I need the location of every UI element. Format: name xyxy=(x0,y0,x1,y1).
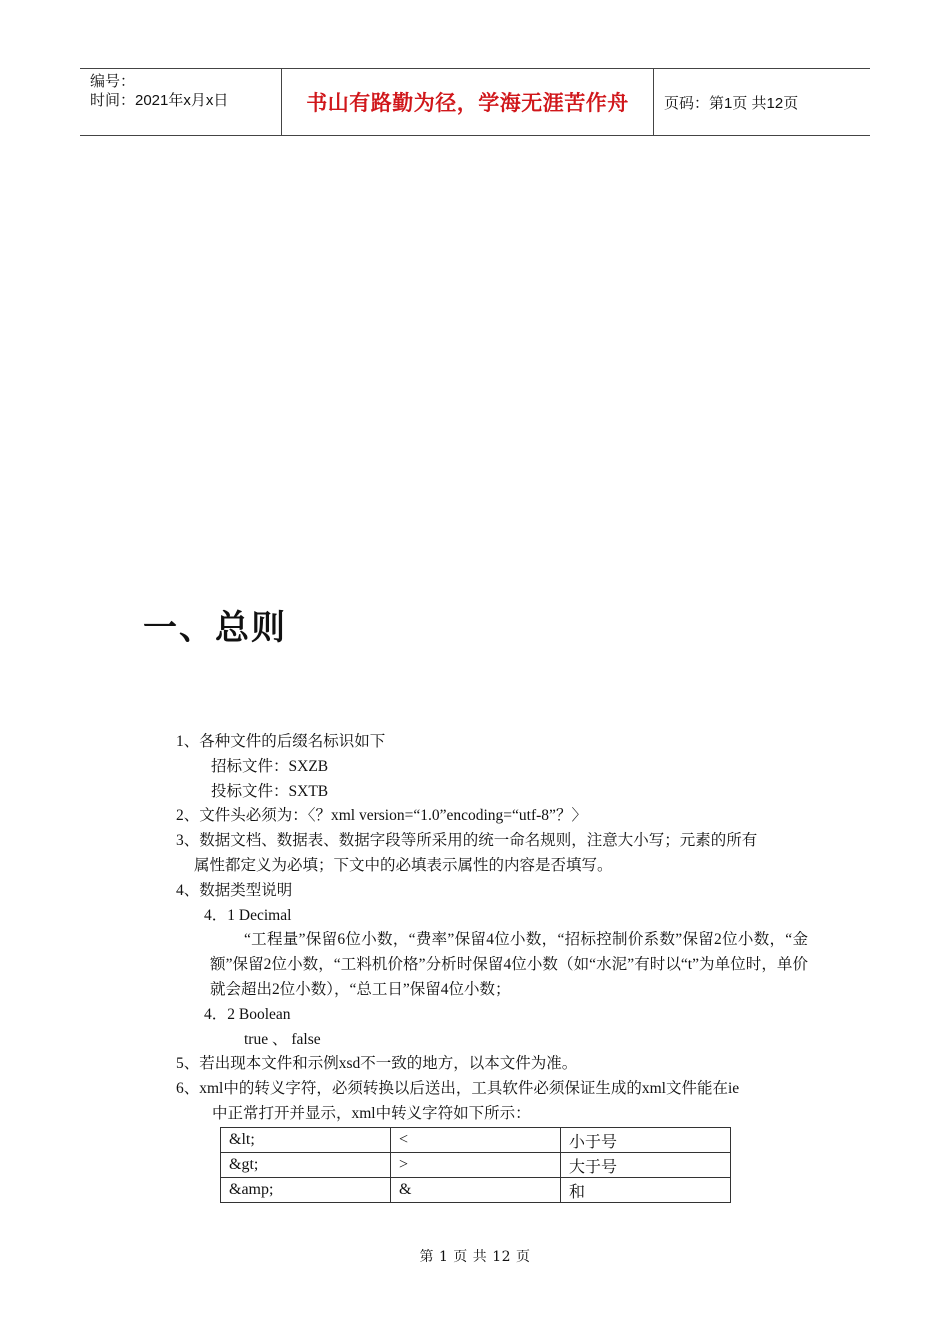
table-cell: 和 xyxy=(561,1178,731,1203)
document-body xyxy=(176,730,816,1127)
table-cell: < xyxy=(391,1128,561,1153)
page-footer: 第 1 页 共 12 页 xyxy=(419,1249,531,1265)
table-cell: 小于号 xyxy=(561,1128,731,1153)
paragraph: “工程量”保留6位小数，“费率”保留4位小数，“招标控制价系数”保留2位小数，“金额”保留2位小数，“工料机价格”分析时保留4位小数（如“水泥”有时以“t”为单位时，单价就会超出2位小数），“总工日”保留4位小数； xyxy=(210,931,808,998)
table-row xyxy=(221,1178,731,1203)
escape-table xyxy=(220,1127,731,1203)
table-cell: & xyxy=(391,1178,561,1203)
page-header xyxy=(80,68,870,136)
table-cell: 大于号 xyxy=(561,1153,731,1178)
list-item: 招标文件：SXZB xyxy=(211,757,329,775)
list-item: 5、若出现本文件和示例xsd不一致的地方，以本文件为准。 xyxy=(176,1055,578,1073)
list-item: 属性都定义为必填；下文中的必填表示属性的内容是否填写。 xyxy=(194,856,613,874)
list-item: 4．2 Boolean xyxy=(204,1005,291,1023)
table-cell: &amp; xyxy=(221,1178,391,1203)
table-cell: &gt; xyxy=(221,1153,391,1178)
section-heading: 一、总则 xyxy=(143,608,287,648)
header-motto: 书山有路勤为径，学海无涯苦作舟 xyxy=(282,69,654,135)
header-time: 时间：2021年x月x日 xyxy=(90,92,229,109)
table-cell: > xyxy=(391,1153,561,1178)
table-row xyxy=(221,1153,731,1178)
header-page-info: 页码：第1页 共12页 xyxy=(664,94,799,112)
header-number: 编号： xyxy=(90,73,136,90)
list-item: 2、文件头必须为：〈？xml version=“1.0”encoding=“utf-8”？〉 xyxy=(176,807,587,825)
list-item: 4、数据类型说明 xyxy=(176,881,293,899)
list-item: 1、各种文件的后缀名标识如下 xyxy=(176,733,386,750)
list-item: 6、xml中的转义字符，必须转换以后送出，工具软件必须保证生成的xml文件能在ie xyxy=(176,1080,740,1098)
list-item: true 、 false xyxy=(244,1030,321,1048)
table-row xyxy=(221,1128,731,1153)
list-item: 投标文件：SXTB xyxy=(211,782,329,800)
list-item: 中正常打开并显示，xml中转义字符如下所示： xyxy=(212,1104,531,1122)
header-meta xyxy=(80,69,282,135)
list-item: 4．1 Decimal xyxy=(204,906,292,924)
list-item: 3、数据文档、数据表、数据字段等所采用的统一命名规则，注意大小写；元素的所有 xyxy=(176,832,758,850)
table-cell: &lt; xyxy=(221,1128,391,1153)
